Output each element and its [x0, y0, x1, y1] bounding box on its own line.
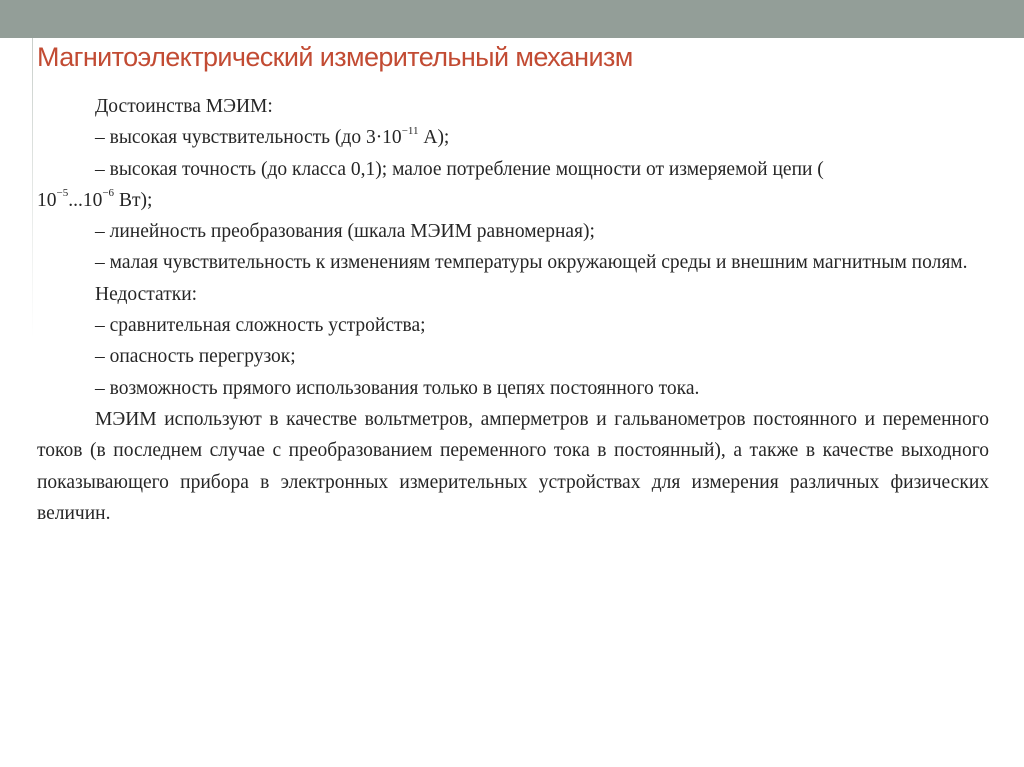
advantage-text-tail: А);: [418, 127, 450, 149]
advantage-item: [37, 122, 989, 153]
usage-paragraph: МЭИМ используют в качестве вольтметров, амперметров и гальванометров постоянного и переменного токов (в последнем случае с преобразованием переменного тока в постоянный), а также в качестве выходного показывающего прибора в электронных измерительных устройствах для измерения различных физических величин.: [37, 408, 989, 524]
exponent: −5: [56, 187, 69, 200]
slide-body: [37, 91, 989, 529]
exponent: −11: [401, 124, 419, 137]
exponent: −6: [102, 187, 115, 200]
range-start: 10: [37, 189, 57, 211]
advantages-heading: Достоинства МЭИМ:: [95, 96, 273, 117]
slide-top-bar: [0, 0, 1024, 38]
disadvantage-item: – возможность прямого использования только в цепях постоянного тока.: [95, 377, 700, 399]
range-end: ...10: [68, 189, 103, 211]
disadvantage-item: – опасность перегрузок;: [95, 346, 296, 368]
advantage-text-tail: Вт);: [114, 189, 153, 211]
advantage-item: – линейность преобразования (шкала МЭИМ равномерная);: [95, 221, 595, 243]
slide-title: Магнитоэлектрический измерительный механизм: [37, 42, 633, 72]
advantage-text: – высокая точность (до класса 0,1); малое потребление мощности от измеряемой цепи (: [95, 158, 824, 180]
title-rule: [32, 38, 33, 338]
advantage-item: – малая чувствительность к изменениям температуры окружающей среды и внешним магнитным полям.: [95, 252, 968, 274]
advantage-item: [37, 154, 989, 217]
disadvantage-item: – сравнительная сложность устройства;: [95, 315, 426, 337]
disadvantages-heading: Недостатки:: [95, 283, 198, 305]
advantage-text: – высокая чувствительность (до 3·10: [95, 127, 402, 149]
